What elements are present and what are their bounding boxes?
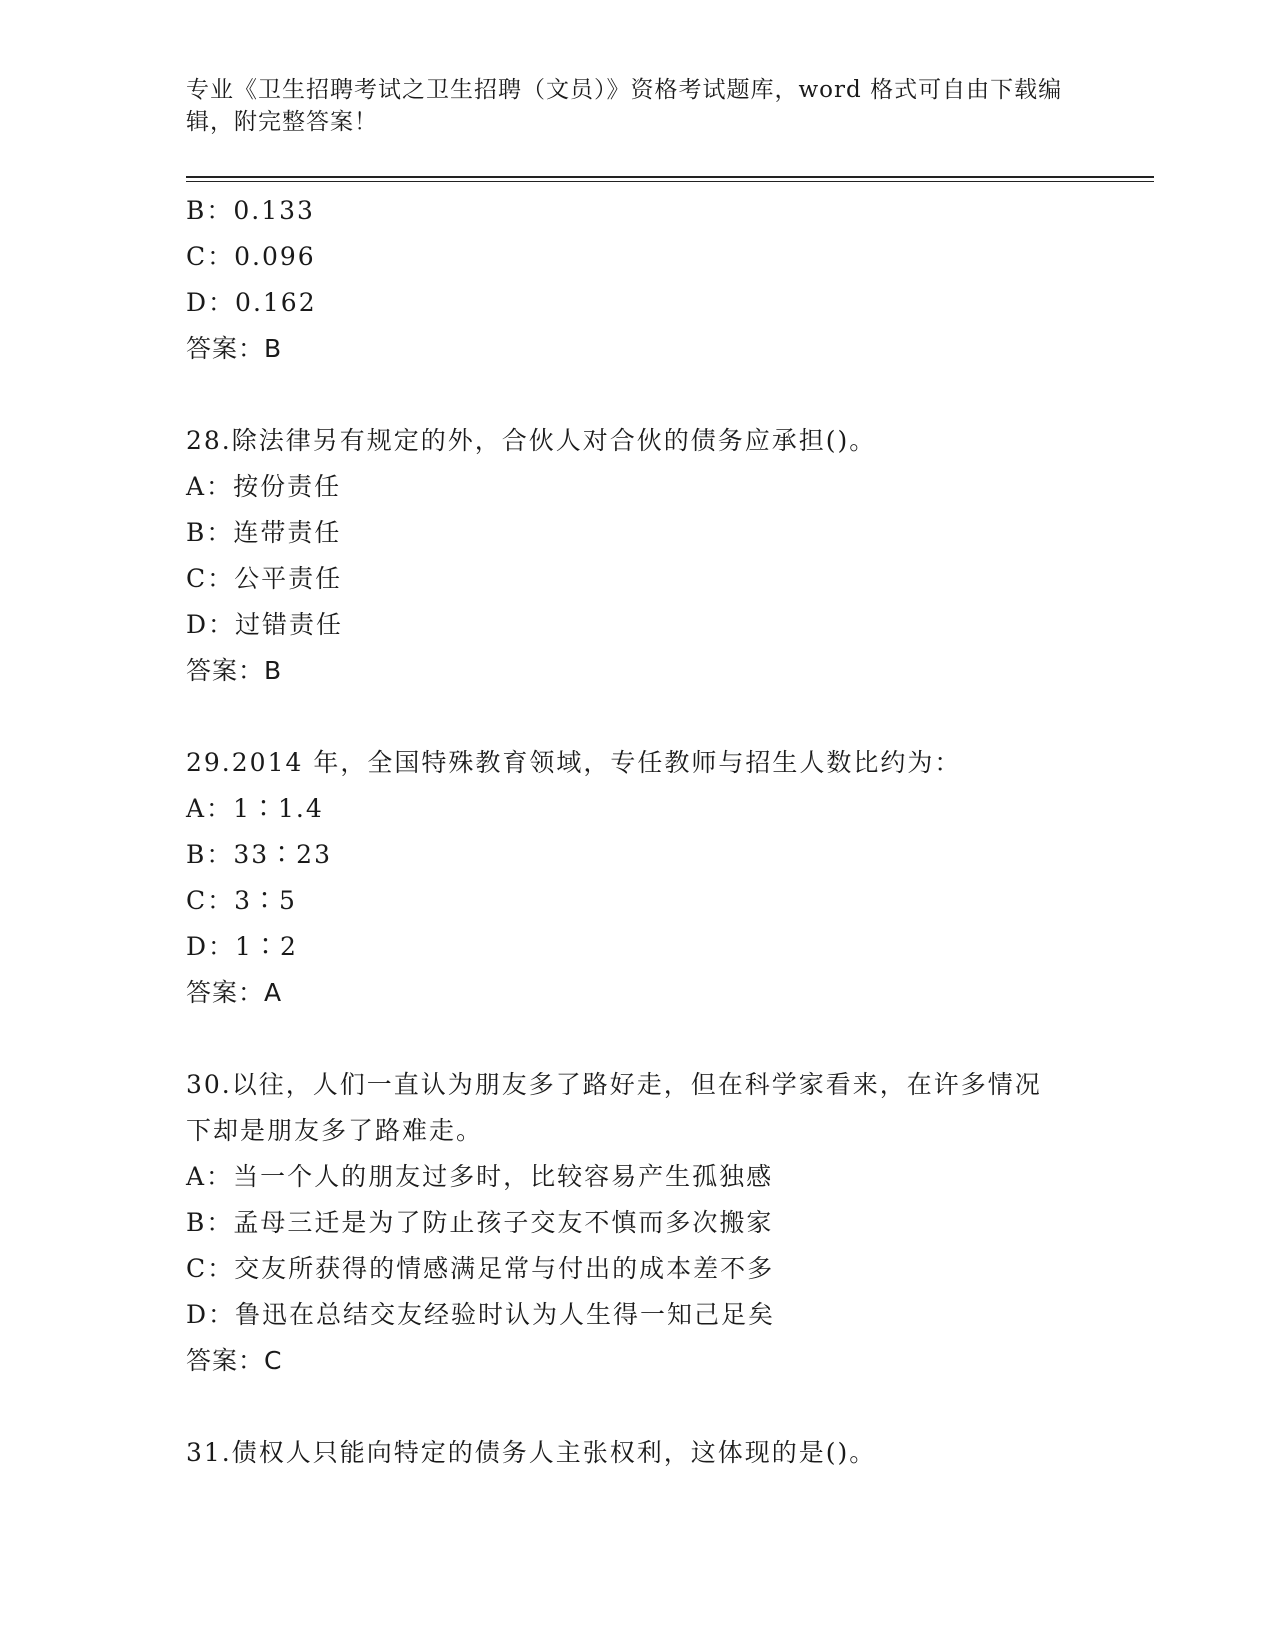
option-text: 连带责任 xyxy=(233,518,342,547)
option-label: D： xyxy=(186,610,236,639)
option-text: 公平责任 xyxy=(234,564,343,593)
option-text: 1∶2 xyxy=(235,932,298,961)
question-29 xyxy=(186,740,1154,1016)
option-text: 33∶23 xyxy=(233,840,332,869)
option-b xyxy=(186,188,1154,234)
question-31 xyxy=(186,1430,1154,1476)
option-text: 孟母三迁是为了防止孩子交友不慎而多次搬家 xyxy=(233,1208,774,1237)
option-text: 按份责任 xyxy=(233,472,342,501)
question-stem: 29.2014 年，全国特殊教育领域，专任教师与招生人数比约为： xyxy=(186,748,962,777)
option-label: D： xyxy=(186,288,236,317)
option-a xyxy=(186,786,1154,832)
header-rule-thick xyxy=(186,176,1154,178)
question-stem: 30.以往，人们一直认为朋友多了路好走，但在科学家看来，在许多情况下却是朋友多了路难走。 xyxy=(186,1070,1042,1145)
option-d xyxy=(186,924,1154,970)
option-a xyxy=(186,464,1154,510)
option-text: 当一个人的朋友过多时，比较容易产生孤独感 xyxy=(233,1162,774,1191)
answer: 答案：B xyxy=(186,334,283,363)
option-b xyxy=(186,1200,1154,1246)
option-label: D： xyxy=(186,1300,236,1329)
option-d xyxy=(186,280,1154,326)
option-d xyxy=(186,1292,1154,1338)
option-label: A： xyxy=(186,472,234,501)
option-label: D： xyxy=(186,932,236,961)
option-label: B： xyxy=(186,1208,234,1237)
header-rule-thin xyxy=(186,181,1154,182)
option-label: B： xyxy=(186,518,234,547)
document-header xyxy=(186,74,1066,138)
option-text: 0.096 xyxy=(234,242,316,271)
option-label: C： xyxy=(186,564,235,593)
option-text: 3∶5 xyxy=(234,886,297,915)
option-d xyxy=(186,602,1154,648)
option-text: 0.133 xyxy=(233,196,315,225)
question-stem: 31.债权人只能向特定的债务人主张权利，这体现的是()。 xyxy=(186,1438,877,1467)
question-prev xyxy=(186,188,1154,372)
option-c xyxy=(186,234,1154,280)
option-text: 1∶1.4 xyxy=(233,794,324,823)
question-28 xyxy=(186,418,1154,694)
option-a xyxy=(186,1154,1154,1200)
option-text: 过错责任 xyxy=(235,610,344,639)
option-c xyxy=(186,878,1154,924)
option-b xyxy=(186,832,1154,878)
answer: 答案：A xyxy=(186,978,283,1007)
option-label: C： xyxy=(186,242,235,271)
option-label: B： xyxy=(186,196,234,225)
option-label: C： xyxy=(186,886,235,915)
answer: 答案：C xyxy=(186,1346,283,1375)
option-label: A： xyxy=(186,1162,234,1191)
answer: 答案：B xyxy=(186,656,283,685)
header-text: 专业《卫生招聘考试之卫生招聘（文员）》资格考试题库，word 格式可自由下载编辑，附完整答案！ xyxy=(186,77,1063,135)
option-label: B： xyxy=(186,840,234,869)
option-text: 鲁迅在总结交友经验时认为人生得一知己足矣 xyxy=(235,1300,776,1329)
option-c xyxy=(186,1246,1154,1292)
option-label: A： xyxy=(186,794,234,823)
option-text: 交友所获得的情感满足常与付出的成本差不多 xyxy=(234,1254,775,1283)
question-stem: 28.除法律另有规定的外，合伙人对合伙的债务应承担()。 xyxy=(186,426,877,455)
option-c xyxy=(186,556,1154,602)
option-text: 0.162 xyxy=(235,288,317,317)
option-label: C： xyxy=(186,1254,235,1283)
question-30 xyxy=(186,1062,1154,1384)
question-list xyxy=(186,188,1154,1476)
option-b xyxy=(186,510,1154,556)
